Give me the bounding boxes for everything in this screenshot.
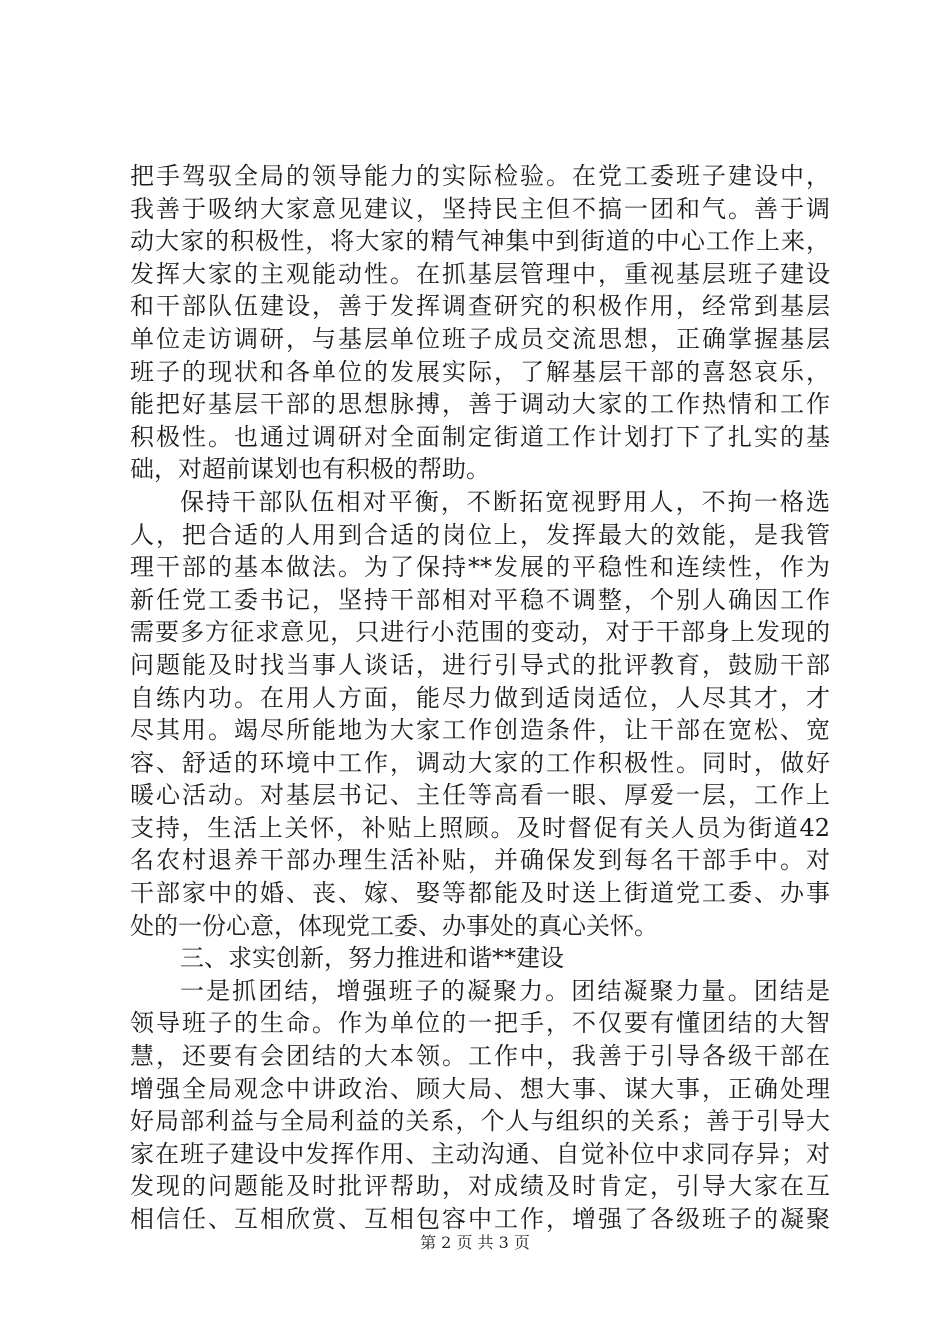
text-line: 支持，生活上关怀，补贴上照顾。及时督促有关人员为街道42	[130, 813, 830, 842]
text-line: 积极性。也通过调研对全面制定街道工作计划打下了扎实的基	[130, 422, 830, 451]
text-line: 尽其用。竭尽所能地为大家工作创造条件，让干部在宽松、宽	[130, 716, 830, 745]
text-line: 础，对超前谋划也有积极的帮助。	[130, 455, 490, 484]
text-line: 名农村退养干部办理生活补贴，并确保发到每名干部手中。对	[130, 846, 830, 875]
text-line: 问题能及时找当事人谈话，进行引导式的批评教育，鼓励干部	[130, 650, 830, 679]
text-line: 和干部队伍建设，善于发挥调查研究的积极作用，经常到基层	[130, 292, 830, 321]
text-line: 班子的现状和各单位的发展实际，了解基层干部的喜怒哀乐，	[130, 357, 830, 386]
text-line: 增强全局观念中讲政治、顾大局、想大事、谋大事，正确处理	[130, 1074, 830, 1103]
text-line: 单位走访调研，与基层单位班子成员交流思想，正确掌握基层	[130, 324, 830, 353]
text-line: 能把好基层干部的思想脉搏，善于调动大家的工作热情和工作	[130, 390, 830, 419]
page-number: 第 2 页 共 3 页	[420, 1233, 530, 1252]
text-line: 理干部的基本做法。为了保持**发展的平稳性和连续性，作为	[130, 553, 830, 582]
text-line: 慧，还要有会团结的大本领。工作中，我善于引导各级干部在	[130, 1042, 830, 1071]
text-line: 发现的问题能及时批评帮助，对成绩及时肯定，引导大家在互	[130, 1172, 830, 1201]
text-line: 一是抓团结，增强班子的凝聚力。团结凝聚力量。团结是	[180, 976, 830, 1005]
text-line: 保持干部队伍相对平衡，不断拓宽视野用人，不拘一格选	[180, 487, 830, 516]
text-line: 需要多方征求意见，只进行小范围的变动，对于干部身上发现的	[130, 618, 830, 647]
text-line: 新任党工委书记，坚持干部相对平稳不调整，个别人确因工作	[130, 585, 830, 614]
text-line: 发挥大家的主观能动性。在抓基层管理中，重视基层班子建设	[130, 259, 830, 288]
text-line: 家在班子建设中发挥作用、主动沟通、自觉补位中求同存异；对	[130, 1139, 830, 1168]
text-line: 动大家的积极性，将大家的精气神集中到街道的中心工作上来，	[130, 227, 830, 256]
text-line: 暖心活动。对基层书记、主任等高看一眼、厚爱一层，工作上	[130, 781, 830, 810]
text-line: 把手驾驭全局的领导能力的实际检验。在党工委班子建设中，	[130, 162, 830, 190]
text-line: 好局部利益与全局利益的关系，个人与组织的关系；善于引导大	[130, 1107, 830, 1136]
text-line: 自练内功。在用人方面，能尽力做到适岗适位，人尽其才，才	[130, 683, 830, 712]
body-text	[130, 160, 830, 1236]
text-line: 领导班子的生命。作为单位的一把手，不仅要有懂团结的大智	[130, 1009, 830, 1038]
text-line: 干部家中的婚、丧、嫁、娶等都能及时送上街道党工委、办事	[130, 879, 830, 908]
text-line: 处的一份心意，体现党工委、办事处的真心关怀。	[130, 911, 658, 940]
text-line: 相信任、互相欣赏、互相包容中工作，增强了各级班子的凝聚	[130, 1205, 830, 1233]
section-heading: 三、求实创新，努力推进和谐**建设	[180, 944, 564, 973]
text-line: 人，把合适的人用到合适的岗位上，发挥最大的效能，是我管	[130, 520, 830, 549]
text-line: 容、舒适的环境中工作，调动大家的工作积极性。同时，做好	[130, 748, 830, 777]
text-line: 我善于吸纳大家意见建议，坚持民主但不搞一团和气。善于调	[130, 194, 830, 223]
